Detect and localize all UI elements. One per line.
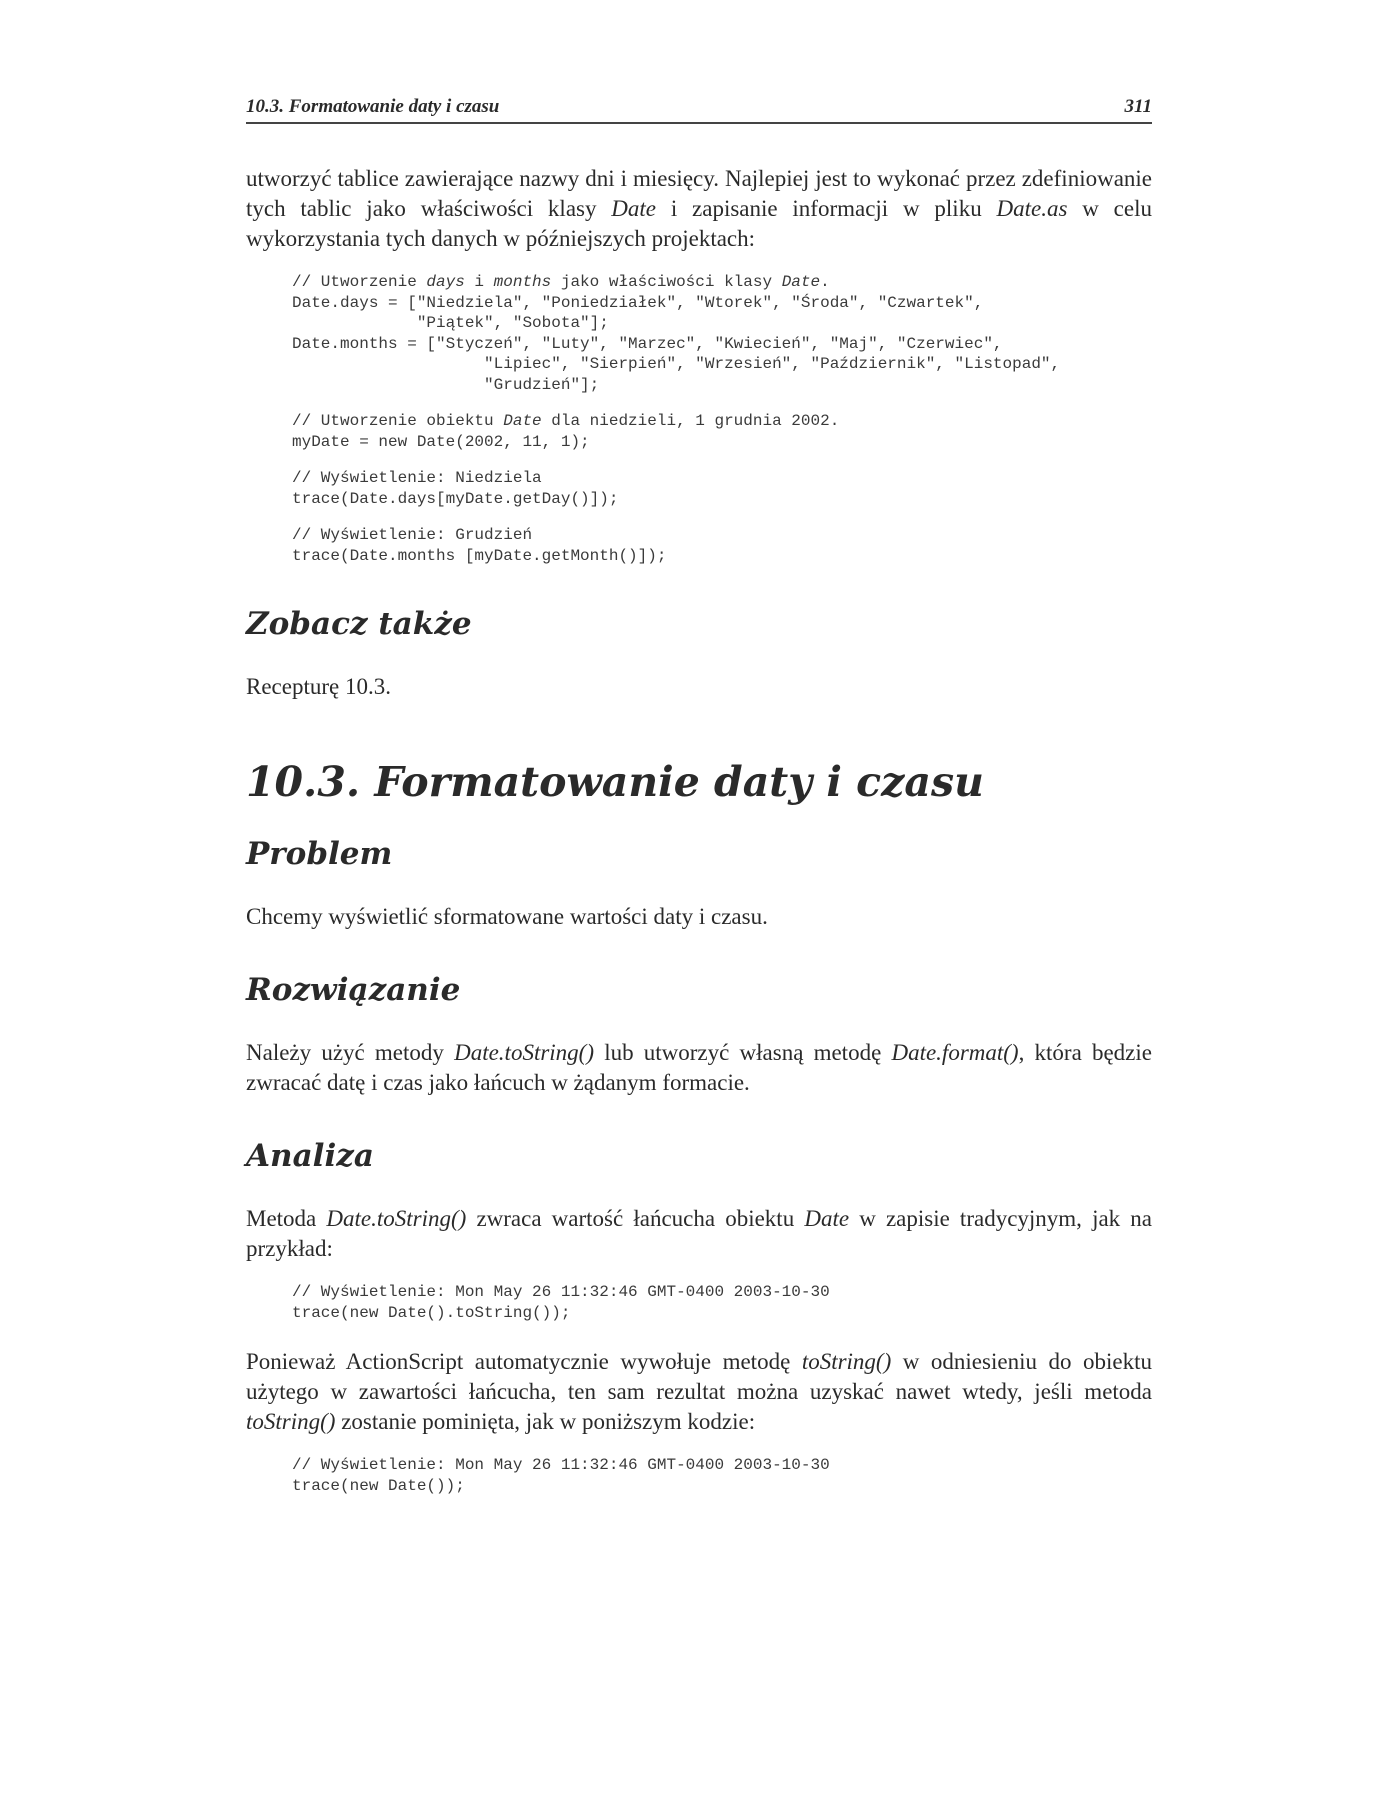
code-line: trace(new Date().toString());	[292, 1303, 571, 1322]
code-line: // Wyświetlenie: Grudzień	[292, 526, 533, 544]
intro-text-2: i zapisanie informacji w pliku	[656, 196, 997, 221]
intro-text-3: w celu wykorzystania tych danych w późniejszych projektach:	[246, 196, 1152, 251]
code-line: "Lipiec", "Sierpień", "Wrzesień", "Październik", "Listopad",	[292, 355, 1061, 373]
code-line: "Grudzień"];	[292, 375, 600, 394]
code-line: Date.days = ["Niedziela", "Poniedziałek", "Wtorek", "Środa", "Czwartek",	[292, 293, 984, 312]
code-block-arrays	[246, 272, 1152, 566]
code-gap	[246, 509, 1152, 525]
solution-emph-1: Date.toString()	[454, 1040, 594, 1065]
page-number: 311	[1124, 96, 1152, 117]
code-gap	[246, 395, 1152, 411]
code-line: myDate = new Date(2002, 11, 1);	[292, 432, 590, 451]
solution-text-3: , która będzie zwracać datę i czas jako łańcuch w żądanym formacie.	[246, 1040, 1152, 1095]
book-page	[246, 96, 1152, 1496]
see-also-heading: Zobacz także	[246, 606, 472, 642]
intro-paragraph	[246, 164, 1152, 254]
problem-heading: Problem	[246, 836, 393, 872]
code-line: // Utworzenie obiektu Date dla niedzieli, 1 grudnia 2002.	[292, 412, 840, 430]
analysis-paragraph-1: Metoda Date.toString() zwraca wartość łańcucha obiektu Date w zapisie tradycyjnym, jak na przykład:	[246, 1206, 1153, 1261]
code-line: Date.months = ["Styczeń", "Luty", "Marzec", "Kwiecień", "Maj", "Czerwiec",	[292, 334, 1003, 353]
analysis-heading: Analiza	[246, 1138, 374, 1174]
code-line: trace(new Date());	[292, 1476, 465, 1495]
running-header	[246, 96, 1152, 124]
code-block-implicit	[246, 1455, 1152, 1496]
solution-paragraph	[246, 1038, 1152, 1098]
running-header-section: 10.3. Formatowanie daty i czasu	[246, 96, 500, 117]
code-line: // Wyświetlenie: Mon May 26 11:32:46 GMT-0400 2003-10-30	[292, 1456, 830, 1474]
code-line: trace(Date.months [myDate.getMonth()]);	[292, 546, 667, 565]
code-block-tostring	[246, 1282, 1152, 1323]
intro-emph-2: Date.as	[996, 196, 1068, 221]
analysis-paragraph-2: Ponieważ ActionScript automatycznie wywołuje metodę toString() w odniesieniu do obiektu użytego w zawartości łańcucha, ten sam rezultat można uzyskać nawet wtedy, jeśli metoda toString() zostanie pominięta, jak w poniższym kodzie:	[246, 1349, 1152, 1434]
solution-emph-2: Date.format()	[891, 1040, 1019, 1065]
code-line: "Piątek", "Sobota"];	[292, 314, 609, 332]
problem-text: Chcemy wyświetlić sformatowane wartości daty i czasu.	[246, 904, 768, 929]
intro-text-1: utworzyć tablice zawierające nazwy dni i miesięcy. Najlepiej jest to wykonać przez zdefiniowanie tych tablic jako właściwości klasy	[246, 166, 1152, 221]
code-line: trace(Date.days[myDate.getDay()]);	[292, 489, 619, 508]
code-line: // Wyświetlenie: Mon May 26 11:32:46 GMT-0400 2003-10-30	[292, 1283, 830, 1301]
solution-text-1: Należy użyć metody	[246, 1040, 455, 1065]
code-gap	[246, 452, 1152, 468]
see-also-text: Recepturę 10.3.	[246, 674, 391, 699]
solution-heading: Rozwiązanie	[246, 972, 461, 1008]
code-line: // Utworzenie days i months jako właściwości klasy Date.	[292, 273, 830, 291]
intro-emph-1: Date	[611, 196, 657, 221]
section-title: 10.3. Formatowanie daty i czasu	[246, 758, 984, 806]
code-line: // Wyświetlenie: Niedziela	[292, 469, 542, 487]
solution-text-2: lub utworzyć własną metodę	[594, 1040, 892, 1065]
